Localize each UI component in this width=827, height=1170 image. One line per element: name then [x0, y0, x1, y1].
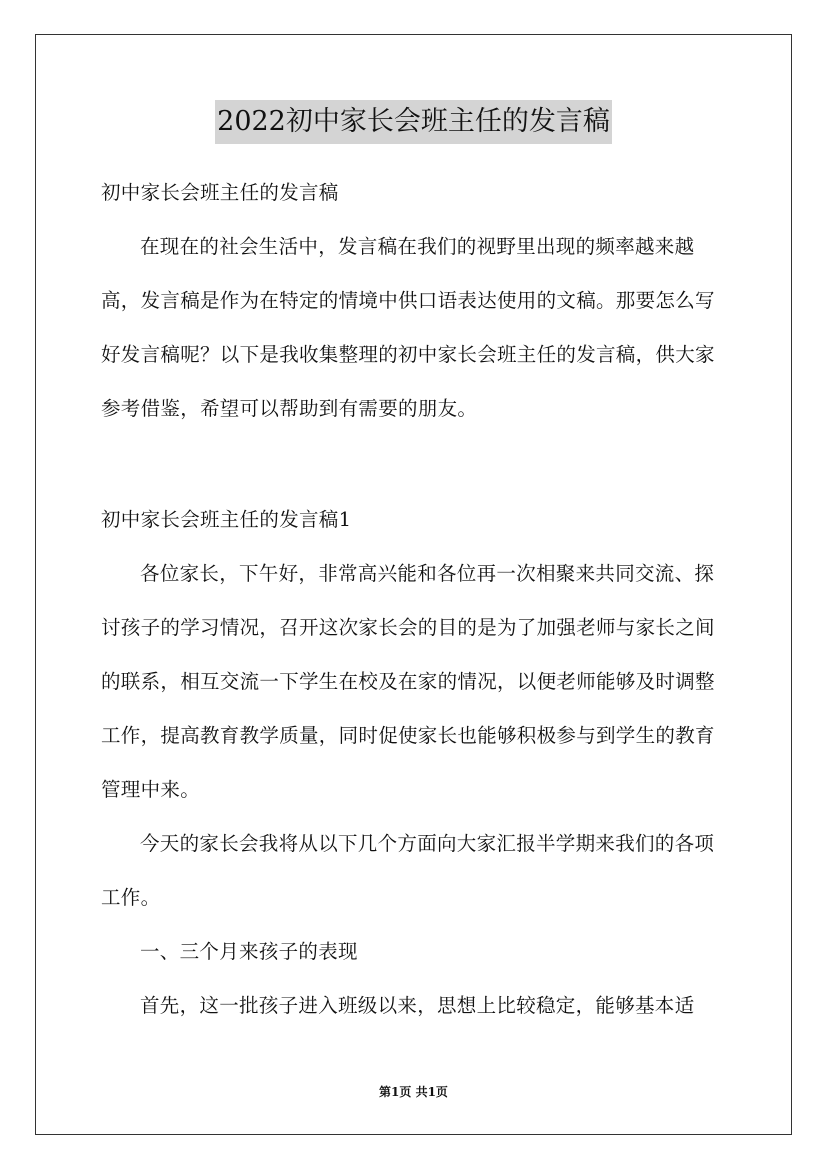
section-heading-1 — [101, 493, 728, 547]
body-paragraph-performance — [101, 979, 728, 1033]
paragraph-text: 初中家长会班主任的发言稿1 — [101, 508, 352, 531]
body-paragraph-greeting — [101, 547, 728, 817]
paragraph-text: 各位家长，下午好，非常高兴能和各位再一次相聚来共同交流、探讨孩子的学习情况，召开这次家长会的目的是为了加强老师与家长之间的联系，相互交流一下学生在校及在家的情况，以便老师能够及时调整工作，提高教育教学质量，同时促使家长也能够积极参与到学生的教育管理中来。 — [101, 562, 715, 801]
paragraph-text: 一、三个月来孩子的表现 — [140, 940, 358, 963]
page-footer: 第1页 共1页 — [379, 1085, 448, 1099]
paragraph-text: 初中家长会班主任的发言稿 — [101, 181, 339, 204]
intro-paragraph — [101, 220, 728, 436]
subtitle-heading — [101, 166, 728, 220]
paragraph-text: 首先，这一批孩子进入班级以来，思想上比较稳定，能够基本适 — [140, 994, 695, 1017]
subsection-heading — [101, 925, 728, 979]
body-paragraph-agenda — [101, 817, 728, 925]
document-title: 2022初中家长会班主任的发言稿 — [215, 100, 612, 144]
paragraph-text: 在现在的社会生活中，发言稿在我们的视野里出现的频率越来越高，发言稿是作为在特定的情境中供口语表达使用的文稿。那要怎么写好发言稿呢？以下是我收集整理的初中家长会班主任的发言稿，供大家参考借鉴，希望可以帮助到有需要的朋友。 — [101, 235, 715, 420]
paragraph-text: 今天的家长会我将从以下几个方面向大家汇报半学期来我们的各项工作。 — [101, 832, 715, 909]
title-container — [0, 100, 827, 144]
